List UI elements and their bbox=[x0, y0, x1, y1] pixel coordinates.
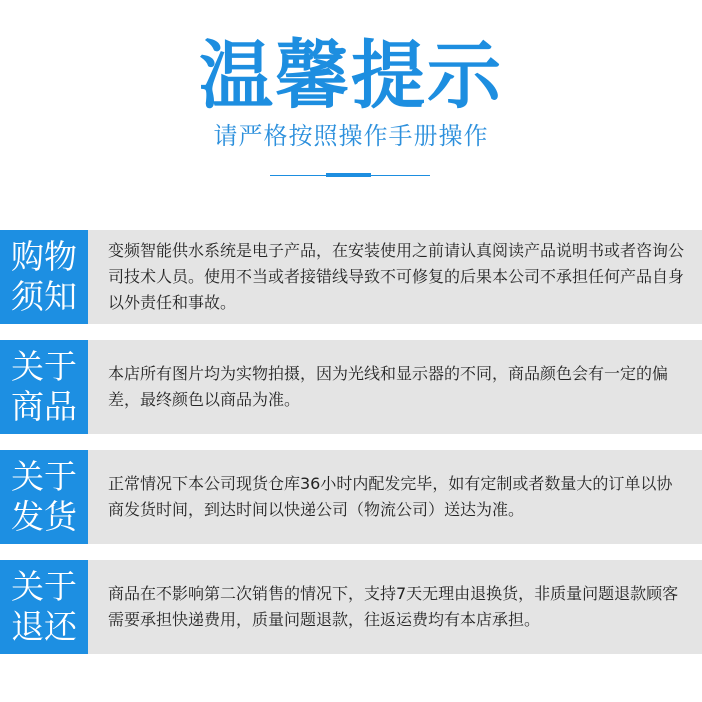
section-label-line2: 发货 bbox=[11, 497, 77, 536]
section-shopping-notice bbox=[0, 230, 702, 324]
section-label-line2: 商品 bbox=[11, 387, 77, 426]
section-about-shipping bbox=[0, 450, 702, 544]
section-text: 正常情况下本公司现货仓库36小时内配发完毕，如有定制或者数量大的订单以协商发货时间，到达时间以快递公司（物流公司）送达为准。 bbox=[108, 474, 673, 519]
section-label-line2: 须知 bbox=[11, 277, 77, 316]
section-label bbox=[0, 450, 88, 544]
page-title: 温馨提示 bbox=[199, 33, 503, 119]
section-label bbox=[0, 230, 88, 324]
section-label-line1: 购物 bbox=[11, 237, 77, 276]
section-body bbox=[108, 450, 688, 544]
section-label-line1: 关于 bbox=[11, 347, 77, 386]
section-text: 商品在不影响第二次销售的情况下，支持7天无理由退换货，非质量问题退款顾客需要承担快递费用，质量问题退款，往返运费均有本店承担。 bbox=[108, 584, 679, 629]
title-divider-accent bbox=[326, 173, 371, 177]
section-label bbox=[0, 340, 88, 434]
section-label-line1: 关于 bbox=[11, 457, 77, 496]
section-label bbox=[0, 560, 88, 654]
section-body bbox=[108, 340, 688, 434]
section-label-line2: 退还 bbox=[11, 607, 77, 646]
section-about-returns bbox=[0, 560, 702, 654]
section-label-line1: 关于 bbox=[11, 567, 77, 606]
section-text: 本店所有图片均为实物拍摄，因为光线和显示器的不同，商品颜色会有一定的偏差，最终颜色以商品为准。 bbox=[108, 364, 669, 409]
section-text: 变频智能供水系统是电子产品，在安装使用之前请认真阅读产品说明书或者咨询公司技术人员。使用不当或者接错线导致不可修复的后果本公司不承担任何产品自身以外责任和事故。 bbox=[108, 241, 685, 312]
section-about-products bbox=[0, 340, 702, 434]
section-body bbox=[108, 230, 688, 324]
page-subtitle: 请严格按照操作手册操作 bbox=[213, 122, 489, 150]
section-body bbox=[108, 560, 688, 654]
